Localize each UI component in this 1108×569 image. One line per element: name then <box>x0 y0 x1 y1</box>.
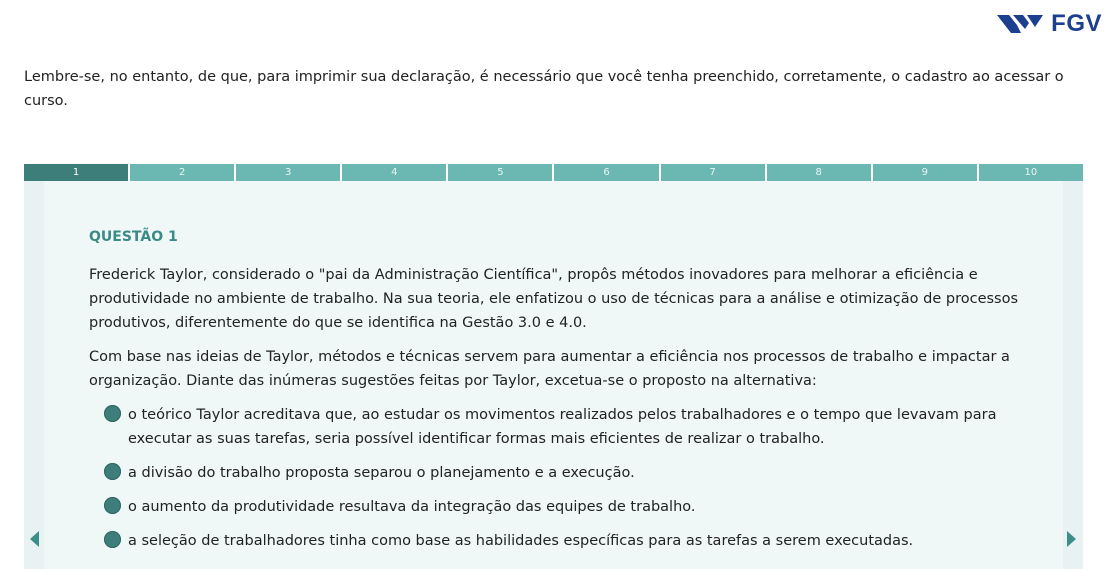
answer-option-3[interactable] <box>104 495 1044 519</box>
fgv-logo-icon <box>997 13 1045 35</box>
question-paragraph: Com base nas ideias de Taylor, métodos e técnicas servem para aumentar a eficiência nos processos de trabalho e impactar a organização. Diante das inúmeras sugestões feitas por Taylor, excetua-se o proposto na alternativa: <box>89 349 1010 389</box>
tab-question-3[interactable]: 3 <box>236 164 340 181</box>
radio-button[interactable] <box>104 497 121 514</box>
tab-question-6[interactable]: 6 <box>554 164 658 181</box>
tab-question-10[interactable]: 10 <box>979 164 1083 181</box>
logo-text: FGV <box>1051 10 1102 37</box>
answer-option-2[interactable] <box>104 461 1044 485</box>
next-arrow-icon[interactable] <box>1067 531 1076 547</box>
radio-button[interactable] <box>104 531 121 548</box>
answer-option-label: o aumento da produtividade resultava da integração das equipes de trabalho. <box>128 499 696 515</box>
fgv-logo[interactable] <box>997 12 1102 36</box>
previous-arrow-icon[interactable] <box>30 531 39 547</box>
tab-question-4[interactable]: 4 <box>342 164 446 181</box>
question-tabs <box>24 164 1083 181</box>
tab-question-8[interactable]: 8 <box>767 164 871 181</box>
radio-button[interactable] <box>104 463 121 480</box>
tab-question-5[interactable]: 5 <box>448 164 552 181</box>
question-text <box>89 263 1049 403</box>
radio-button[interactable] <box>104 405 121 422</box>
question-card <box>44 181 1063 569</box>
answer-option-1[interactable] <box>104 403 1044 451</box>
tab-question-7[interactable]: 7 <box>661 164 765 181</box>
header <box>0 0 1108 40</box>
tab-question-2[interactable]: 2 <box>130 164 234 181</box>
question-title: QUESTÃO 1 <box>89 229 178 245</box>
tab-question-9[interactable]: 9 <box>873 164 977 181</box>
tab-question-1[interactable]: 1 <box>24 164 128 181</box>
answer-option-label: a seleção de trabalhadores tinha como base as habilidades específicas para as tarefas a serem executadas. <box>128 533 914 549</box>
answer-options <box>104 403 1044 563</box>
question-panel <box>24 181 1083 569</box>
answer-option-label: a divisão do trabalho proposta separou o planejamento e a execução. <box>128 465 635 481</box>
intro-text: Lembre-se, no entanto, de que, para imprimir sua declaração, é necessário que você tenha preenchido, corretamente, o cadastro ao acessar o curso. <box>24 69 1064 109</box>
answer-option-4[interactable] <box>104 529 1044 553</box>
question-paragraph: Frederick Taylor, considerado o "pai da Administração Científica", propôs métodos inovadores para melhorar a eficiência e produtividade no ambiente de trabalho. Na sua teoria, ele enfatizou o uso de técnicas para a análise e otimização de processos produtivos, diferentemente do que se identifica na Gestão 3.0 e 4.0. <box>89 267 1019 331</box>
answer-option-label: o teórico Taylor acreditava que, ao estudar os movimentos realizados pelos trabalhadores e o tempo que levavam para executar as suas tarefas, seria possível identificar formas mais eficientes de realizar o trabalho. <box>128 407 997 447</box>
